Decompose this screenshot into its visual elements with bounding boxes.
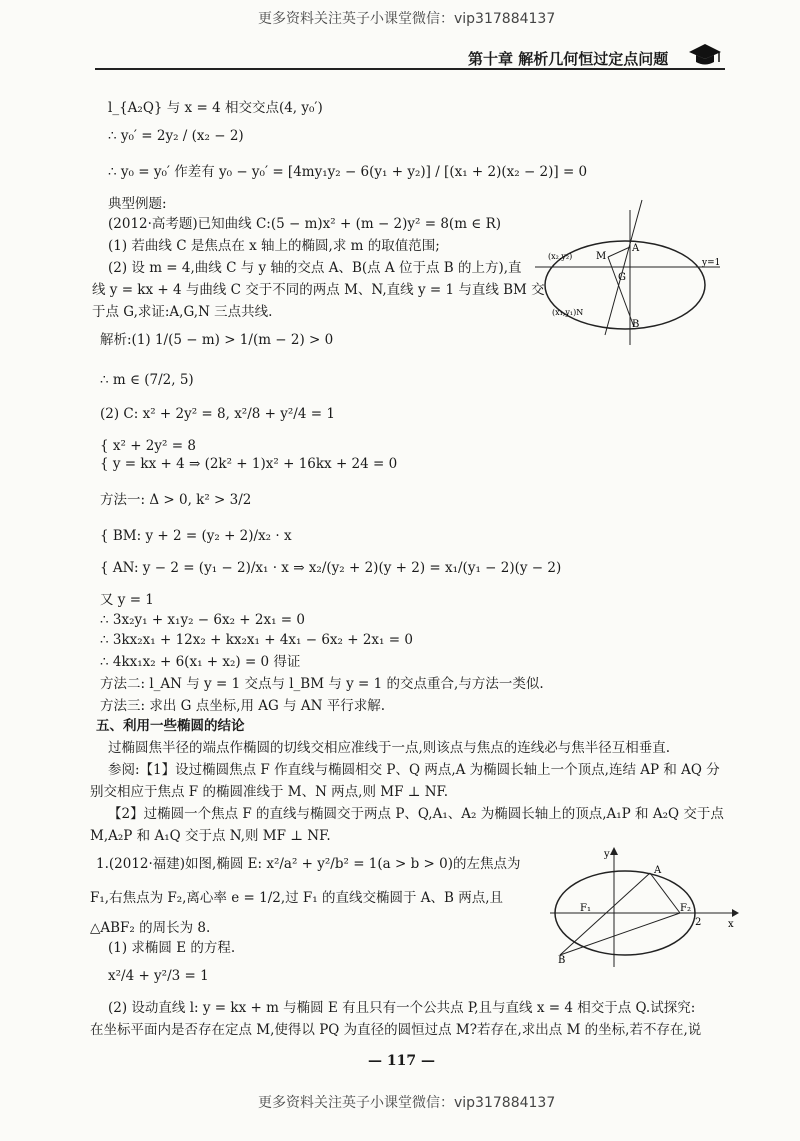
text-line: (2) C: x² + 2y² = 8, x²/8 + y²/4 = 1 — [100, 406, 335, 422]
text-line: ∴ 3kx₂x₁ + 12x₂ + kx₂x₁ + 4x₁ − 6x₂ + 2x₁ = 0 — [100, 632, 413, 648]
text-line: F₁,右焦点为 F₂,离心率 e = 1/2,过 F₁ 的直线交椭圆于 A、B 两点,且 — [90, 890, 504, 906]
text-line: x²/4 + y²/3 = 1 — [108, 968, 209, 984]
text-line: ∴ m ∈ (7/2, 5) — [100, 372, 194, 388]
text-line: l_{A₂Q} 与 x = 4 相交交点(4, y₀′) — [108, 100, 323, 116]
text-line: (2012·高考题)已知曲线 C:(5 − m)x² + (m − 2)y² = 8(m ∈ R) — [108, 216, 502, 232]
text-line: 典型例题: — [108, 196, 167, 212]
text-line: { AN: y − 2 = (y₁ − 2)/x₁ · x ⇒ x₂/(y₂ + 2)(y + 2) = x₁/(y₁ − 2)(y − 2) — [100, 560, 562, 576]
text-line: 别交相应于焦点 F 的椭圆准线于 M、N 两点,则 MF ⊥ NF. — [90, 784, 449, 800]
chapter-header: 第十章 解析几何恒过定点问题 — [468, 50, 669, 68]
text-line: 在坐标平面内是否存在定点 M,使得以 PQ 为直径的圆恒过点 M?若存在,求出点 M 的坐标,若不存在,说 — [90, 1022, 702, 1038]
fig2-label-2: 2 — [695, 917, 702, 928]
text-line: 方法一: Δ > 0, k² > 3/2 — [100, 492, 252, 508]
text-line: 方法三: 求出 G 点坐标,用 AG 与 AN 平行求解. — [100, 698, 386, 714]
text-line: 方法二: l_AN 与 y = 1 交点与 l_BM 与 y = 1 的交点重合,与方法一类似. — [100, 676, 544, 692]
fig2-label-A: A — [654, 865, 662, 876]
text-line: 【2】过椭圆一个焦点 F 的直线与椭圆交于两点 P、Q,A₁、A₂ 为椭圆长轴上的顶点,A₁P 和 A₂Q 交于点 — [108, 806, 724, 822]
text-line: ∴ 4kx₁x₂ + 6(x₁ + x₂) = 0 得证 — [100, 654, 301, 670]
text-line: { BM: y + 2 = (y₂ + 2)/x₂ · x — [100, 528, 292, 544]
text-line: { y = kx + 4 ⇒ (2k² + 1)x² + 16kx + 24 = 0 — [100, 456, 398, 472]
fig1-label-x2y2: (x₂,y₂) — [548, 252, 573, 261]
text-line: { x² + 2y² = 8 — [100, 438, 196, 454]
figure-ellipse-1 — [530, 195, 730, 355]
watermark-bottom: 更多资料关注英子小课堂微信：vip317884137 — [258, 1095, 556, 1111]
text-line: ∴ 3x₂y₁ + x₁y₂ − 6x₂ + 2x₁ = 0 — [100, 612, 305, 628]
text-line: 线 y = kx + 4 与曲线 C 交于不同的两点 M、N,直线 y = 1 与直线 BM 交 — [92, 282, 545, 298]
text-line: 过椭圆焦半径的端点作椭圆的切线交相应准线于一点,则该点与焦点的连线必与焦半径互相垂直. — [108, 740, 671, 756]
fig2-label-B: B — [558, 955, 566, 966]
fig1-label-G: G — [618, 272, 626, 283]
text-line: (1) 若曲线 C 是焦点在 x 轴上的椭圆,求 m 的取值范围; — [108, 238, 440, 254]
section-heading: 五、利用一些椭圆的结论 — [96, 718, 245, 734]
graduation-cap-icon — [688, 42, 722, 68]
text-line: (2) 设动直线 l: y = kx + m 与椭圆 E 有且只有一个公共点 P,且与直线 x = 4 相交于点 Q.试探究: — [108, 1000, 696, 1016]
text-line: 参阅:【1】设过椭圆焦点 F 作直线与椭圆相交 P、Q 两点,A 为椭圆长轴上一个顶点,连结 AP 和 AQ 分 — [108, 762, 720, 778]
text-line: ∴ y₀′ = 2y₂ / (x₂ − 2) — [108, 128, 244, 144]
fig1-label-y1: y=1 — [702, 258, 721, 268]
fig1-label-B: B — [632, 319, 640, 330]
text-line: 于点 G,求证:A,G,N 三点共线. — [92, 304, 273, 320]
fig1-label-x1y1N: (x₁,y₁)N — [552, 308, 584, 317]
text-line: 1.(2012·福建)如图,椭圆 E: x²/a² + y²/b² = 1(a > b > 0)的左焦点为 — [96, 856, 521, 872]
fig2-label-x: x — [728, 919, 734, 930]
text-line: △ABF₂ 的周长为 8. — [90, 920, 211, 936]
page-number: — 117 — — [368, 1053, 435, 1069]
fig1-label-M: M — [596, 251, 607, 262]
header-rule — [95, 68, 725, 70]
fig2-label-F1: F₁ — [580, 903, 591, 914]
fig2-label-F2: F₂ — [680, 903, 691, 914]
text-line: M,A₂P 和 A₁Q 交于点 N,则 MF ⊥ NF. — [90, 828, 331, 844]
fig1-label-A: A — [632, 243, 640, 254]
text-line: (2) 设 m = 4,曲线 C 与 y 轴的交点 A、B(点 A 位于点 B 的上方),直 — [108, 260, 522, 276]
figure-ellipse-2 — [540, 845, 740, 970]
text-line: 又 y = 1 — [100, 592, 154, 608]
fig2-label-y: y — [604, 849, 610, 860]
text-line: (1) 求椭圆 E 的方程. — [108, 940, 236, 956]
text-line: ∴ y₀ = y₀′ 作差有 y₀ − y₀′ = [4my₁y₂ − 6(y₁ + y₂)] / [(x₁ + 2)(x₂ − 2)] = 0 — [108, 164, 588, 180]
text-line: 解析:(1) 1/(5 − m) > 1/(m − 2) > 0 — [100, 332, 334, 348]
watermark-top: 更多资料关注英子小课堂微信：vip317884137 — [258, 11, 556, 27]
